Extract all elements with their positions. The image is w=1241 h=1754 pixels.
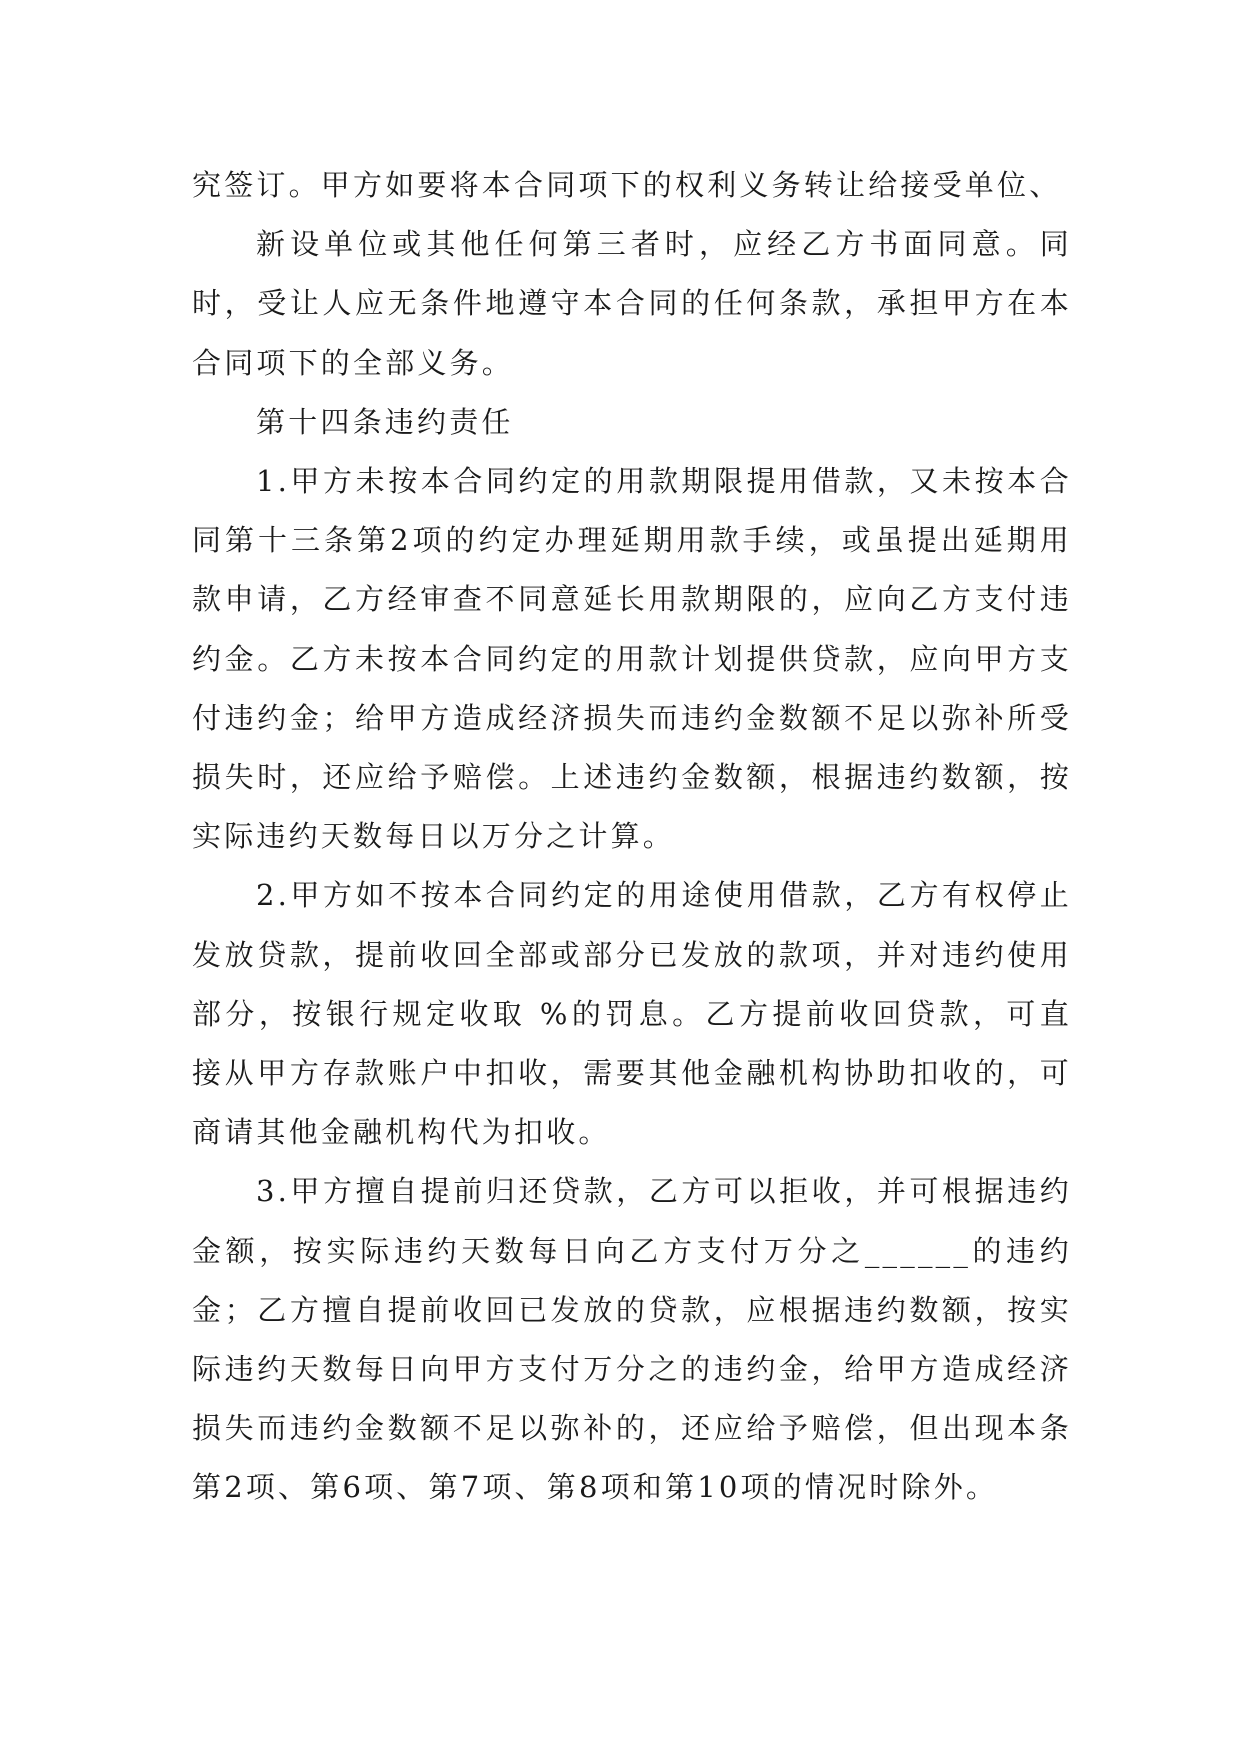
transfer-consent-paragraph: 新设单位或其他任何第三者时，应经乙方书面同意。同时，受让人应无条件地遵守本合同的任何条款，承担甲方在本合同项下的全部义务。 <box>192 227 1072 380</box>
clause-2-paragraph: 2.甲方如不按本合同约定的用途使用借款，乙方有权停止发放贷款，提前收回全部或部分已发放的款项，并对违约使用部分，按银行规定收取 %的罚息。乙方提前收回贷款，可直接从甲方存款账户中扣收，需要其他金融机构协助扣收的，可商请其他金融机构代为扣收。 <box>192 878 1072 1150</box>
clause-1-paragraph: 1.甲方未按本合同约定的用款期限提用借款，又未按本合同第十三条第2项的约定办理延期用款手续，或虽提出延期用款申请，乙方经审查不同意延长用款期限的，应向乙方支付违约金。乙方未按本合同约定的用款计划提供贷款，应向甲方支付违约金；给甲方造成经济损失而违约金数额不足以弥补所受损失时，还应给予赔偿。上述违约金数额，根据违约数额，按实际违约天数每日以万分之计算。 <box>192 464 1072 854</box>
continuation-paragraph: 究签订。甲方如要将本合同项下的权利义务转让给接受单位、 <box>192 168 1062 202</box>
document-body <box>192 156 1072 1518</box>
article-14-heading: 第十四条违约责任 <box>256 404 514 439</box>
clause-3-paragraph: 3.甲方擅自提前归还贷款，乙方可以拒收，并可根据违约金额，按实际违约天数每日向乙方支付万分之______的违约金；乙方擅自提前收回已发放的贷款，应根据违约数额，按实际违约天数每日向甲方支付万分之的违约金，给甲方造成经济损失而违约金数额不足以弥补的，还应给予赔偿，但出现本条第2项、第6项、第7项、第8项和第10项的情况时除外。 <box>192 1174 1072 1505</box>
